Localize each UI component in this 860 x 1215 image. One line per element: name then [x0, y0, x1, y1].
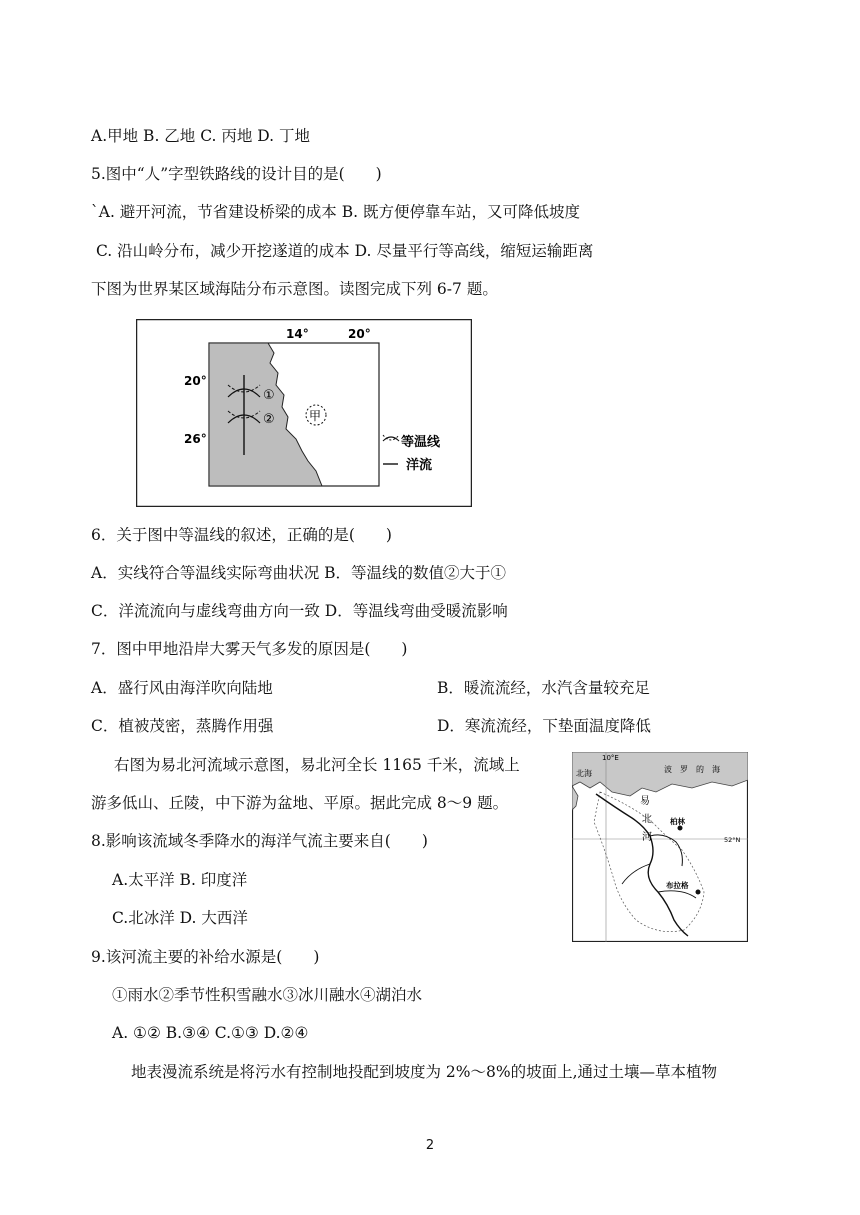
intro-8-9-line-2: 游多低山、丘陵，中下游为盆地、平原。据此完成 8～9 题。 — [91, 794, 509, 812]
q8-options-cd: C.北冰洋 D. 大西洋 — [112, 909, 248, 927]
lat-20-label: 20° — [184, 374, 207, 388]
lat-26-label: 26° — [184, 432, 207, 446]
legend-current-label: 洋流 — [406, 458, 433, 473]
lat-52n-label: 52°N — [724, 836, 741, 844]
q5-stem: 5.图中“人”字型铁路线的设计目的是( ) — [91, 165, 382, 183]
q7-option-d: D．寒流流经，下垫面温度降低 — [437, 717, 651, 735]
q7-option-c: C．植被茂密，蒸腾作用强 — [91, 717, 274, 735]
q9-stem: 9.该河流主要的补给水源是( ) — [91, 948, 320, 966]
intro-8-9-line-1: 右图为易北河流域示意图，易北河全长 1165 千米，流域上 — [114, 756, 520, 774]
city-berlin-label: 柏林 — [670, 817, 685, 826]
isotherm-mark-2: ② — [263, 412, 275, 427]
elbe-river-basin-figure — [572, 752, 748, 942]
legend-isotherm-label: 等温线 — [401, 435, 441, 450]
page-number: 2 — [425, 1138, 435, 1153]
intro-6-7: 下图为世界某区域海陆分布示意图。读图完成下列 6-7 题。 — [91, 280, 498, 298]
q8-options-ab: A.太平洋 B. 印度洋 — [112, 871, 248, 889]
q5-options-cd: C. 沿山岭分布，减少开挖遂道的成本 D. 尽量平行等高线，缩短运输距离 — [96, 242, 594, 260]
q9-options: A. ①② B.③④ C.①③ D.②④ — [112, 1024, 309, 1042]
intro-10: 地表漫流系统是将污水有控制地投配到坡度为 2%～8%的坡面上,通过土壤—草本植物 — [131, 1063, 718, 1081]
q6-options-cd: C．洋流流向与虚线弯曲方向一致 D．等温线弯曲受暖流影响 — [91, 602, 508, 620]
river-label-he: 河 — [642, 832, 652, 843]
q6-options-ab: A．实线符合等温线实际弯曲状况 B．等温线的数值②大于① — [91, 564, 507, 582]
city-prague-label: 布拉格 — [666, 881, 689, 890]
q7-option-a: A．盛行风由海洋吹向陆地 — [91, 679, 273, 697]
q7-stem: 7．图中甲地沿岸大雾天气多发的原因是( ) — [91, 640, 408, 658]
q5-options-ab: `A. 避开河流，节省建设桥梁的成本 B. 既方便停靠车站，又可降低坡度 — [91, 203, 580, 221]
lon-10e-label: 10°E — [602, 754, 619, 762]
river-label-yi: 易 — [640, 796, 650, 807]
lon-20-label: 20° — [348, 327, 371, 341]
q9-items: ①雨水②季节性积雪融水③冰川融水④湖泊水 — [112, 986, 423, 1004]
lon-14-label: 14° — [286, 327, 309, 341]
baltic-sea-label: 波 罗 的 海 — [664, 765, 720, 774]
location-jia-label: 甲 — [309, 409, 322, 423]
q6-stem: 6．关于图中等温线的叙述，正确的是( ) — [91, 526, 392, 544]
river-label-bei: 北 — [642, 814, 652, 825]
q7-option-b: B．暖流流经，水汽含量较充足 — [437, 679, 650, 697]
q8-stem: 8.影响该流域冬季降水的海洋气流主要来自( ) — [91, 832, 428, 850]
q4-options: A.甲地 B. 乙地 C. 丙地 D. 丁地 — [91, 127, 311, 145]
north-sea-label: 北海 — [576, 769, 592, 778]
sea-land-distribution-figure — [136, 319, 472, 507]
isotherm-mark-1: ① — [263, 388, 275, 403]
